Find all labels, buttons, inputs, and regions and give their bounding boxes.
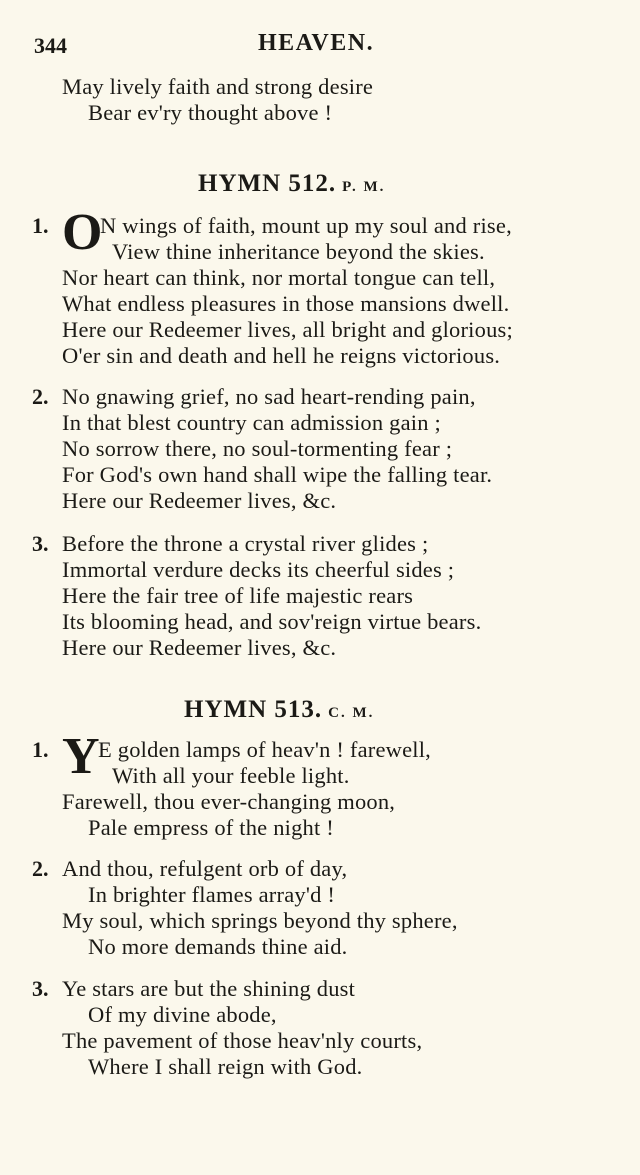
running-title: HEAVEN.: [258, 30, 375, 56]
hymn-513-heading: [184, 696, 374, 724]
verse-line: Pale empress of the night !: [88, 815, 334, 840]
hymn-512-heading: [198, 170, 385, 198]
verse-line: Before the throne a crystal river glides ;: [62, 531, 429, 556]
verse-line: In brighter flames array'd !: [88, 882, 336, 907]
hymn-number: HYMN 512.: [198, 170, 337, 197]
verse-line: Ye stars are but the shining dust: [62, 976, 356, 1001]
verse-line: Here our Redeemer lives, &c.: [62, 635, 337, 660]
continuation-line: May lively faith and strong desire: [62, 74, 374, 99]
verse-line: With all your feeble light.: [112, 763, 350, 788]
verse-line: What endless pleasures in those mansions dwell.: [62, 291, 510, 316]
drop-cap: O: [62, 204, 103, 261]
verse-line: Where I shall reign with God.: [88, 1054, 363, 1079]
verse-line: E golden lamps of heav'n ! farewell,: [98, 737, 432, 762]
verse-line: Farewell, thou ever-changing moon,: [62, 789, 396, 814]
verse-line: My soul, which springs beyond thy sphere,: [62, 908, 458, 933]
verse-line: No gnawing grief, no sad heart-rending pain,: [62, 384, 476, 409]
verse-line: And thou, refulgent orb of day,: [62, 856, 348, 881]
verse-number: 1.: [32, 213, 49, 238]
drop-cap: Y: [62, 728, 100, 785]
verse-line: Its blooming head, and sov'reign virtue bears.: [62, 609, 482, 634]
verse-line: Immortal verdure decks its cheerful sides ;: [62, 557, 455, 582]
verse-line: In that blest country can admission gain ;: [62, 410, 441, 435]
verse-line: Here our Redeemer lives, all bright and glorious;: [62, 317, 513, 342]
verse-number: 3.: [32, 531, 49, 556]
verse-number: 2.: [32, 856, 49, 881]
verse-number: 2.: [32, 384, 49, 409]
continuation-line: Bear ev'ry thought above !: [88, 100, 333, 125]
verse-line: Of my divine abode,: [88, 1002, 277, 1027]
hymn-number: HYMN 513.: [184, 696, 323, 723]
verse-line: No sorrow there, no soul-tormenting fear ;: [62, 436, 453, 461]
verse-line: View thine inheritance beyond the skies.: [112, 239, 485, 264]
hymn-meter: C. M.: [328, 705, 375, 721]
verse-line: Here our Redeemer lives, &c.: [62, 488, 337, 513]
verse-line: For God's own hand shall wipe the falling tear.: [62, 462, 493, 487]
hymn-meter: P. M.: [342, 179, 386, 195]
page-number: 344: [34, 33, 67, 58]
verse-line: No more demands thine aid.: [88, 934, 348, 959]
verse-line: O'er sin and death and hell he reigns victorious.: [62, 343, 501, 368]
verse-number: 3.: [32, 976, 49, 1001]
verse-line: N wings of faith, mount up my soul and rise,: [100, 213, 512, 238]
verse-line: The pavement of those heav'nly courts,: [62, 1028, 423, 1053]
verse-number: 1.: [32, 737, 49, 762]
verse-line: Nor heart can think, nor mortal tongue can tell,: [62, 265, 496, 290]
verse-line: Here the fair tree of life majestic rears: [62, 583, 414, 608]
